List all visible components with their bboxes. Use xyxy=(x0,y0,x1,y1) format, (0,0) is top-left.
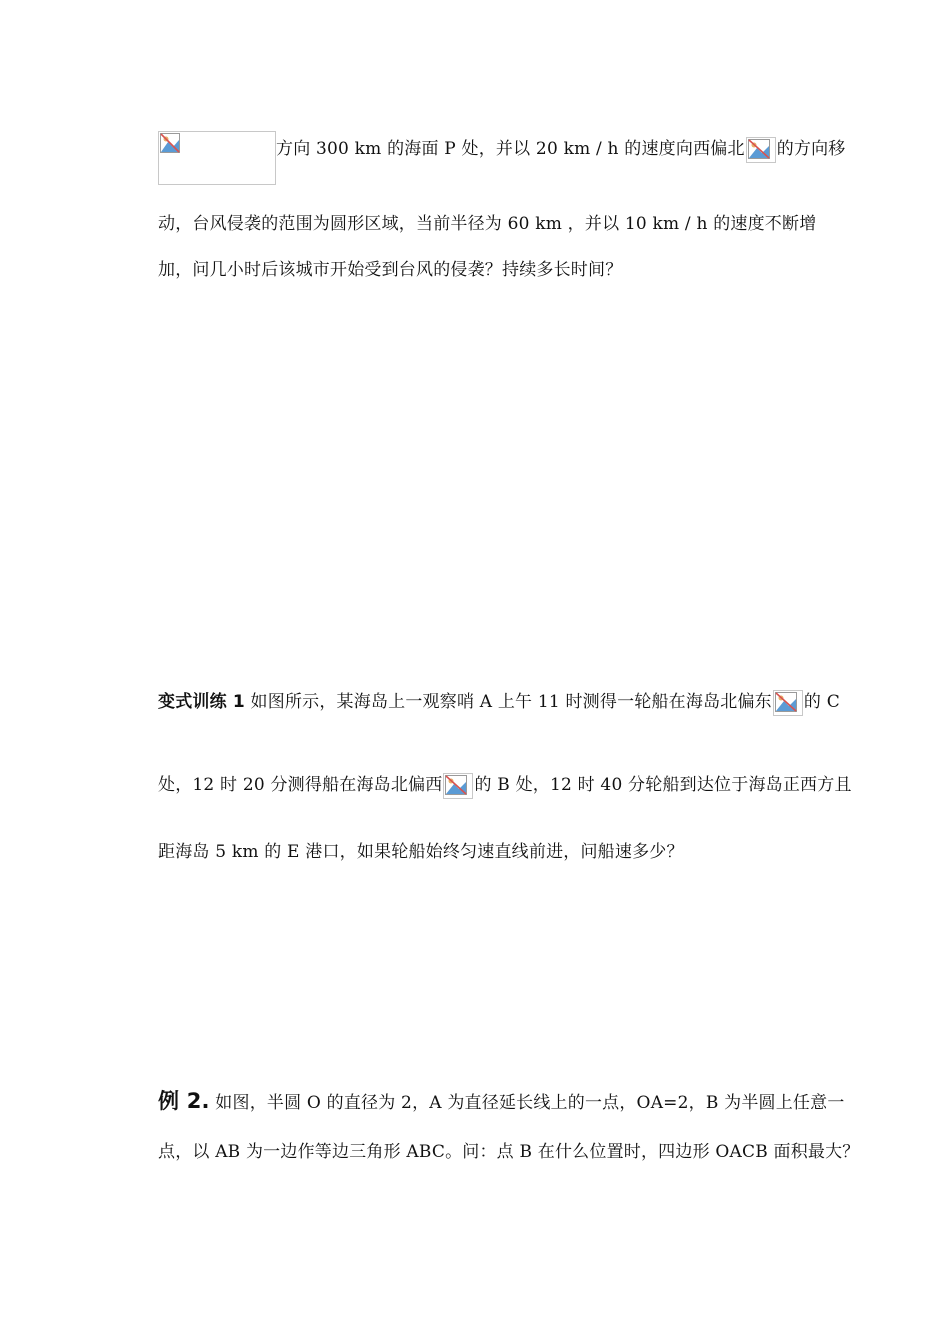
variant1-line3: 距海岛 5 km 的 E 港口，如果轮船始终匀速直线前进，问船速多少？ xyxy=(158,842,684,862)
broken-image-inline xyxy=(443,773,473,799)
text-span: 的 C xyxy=(803,692,840,712)
broken-image-placeholder xyxy=(158,131,276,185)
text-span: 方向 300 km 的海面 P 处，并以 20 km / h 的速度向西偏北 xyxy=(276,139,745,159)
example2-line2: 点，以 AB 为一边作等边三角形 ABC。问：点 B 在什么位置时，四边形 OACB 面积最大？ xyxy=(158,1142,860,1162)
text-span: 的方向移 xyxy=(776,139,846,159)
variant1-line2 xyxy=(158,771,852,799)
variant1-line1 xyxy=(158,688,840,716)
broken-image-icon xyxy=(160,133,180,153)
broken-image-icon xyxy=(775,692,797,712)
example-label: 例 2. xyxy=(158,1089,210,1113)
broken-image-icon xyxy=(445,775,467,795)
text-span: 处，12 时 20 分测得船在海岛北偏西 xyxy=(158,775,443,795)
problem1-line1 xyxy=(276,135,846,163)
example2-line1 xyxy=(158,1087,845,1117)
problem1-line2: 动，台风侵袭的范围为圆形区域，当前半径为 60 km ，并以 10 km / h 的速度不断增 xyxy=(158,214,817,234)
text-span: 如图所示，某海岛上一观察哨 A 上午 11 时测得一轮船在海岛北偏东 xyxy=(244,692,772,712)
problem1-line3: 加，问几小时后该城市开始受到台风的侵袭？持续多长时间？ xyxy=(158,260,623,280)
broken-image-icon xyxy=(748,139,770,159)
text-span: 如图，半圆 O 的直径为 2，A 为直径延长线上的一点，OA=2，B 为半圆上任意一 xyxy=(209,1093,845,1113)
variant-label: 变式训练 1 xyxy=(158,692,245,712)
broken-image-inline xyxy=(746,137,776,163)
text-span: 的 B 处，12 时 40 分轮船到达位于海岛正西方且 xyxy=(474,775,852,795)
broken-image-inline xyxy=(773,690,803,716)
